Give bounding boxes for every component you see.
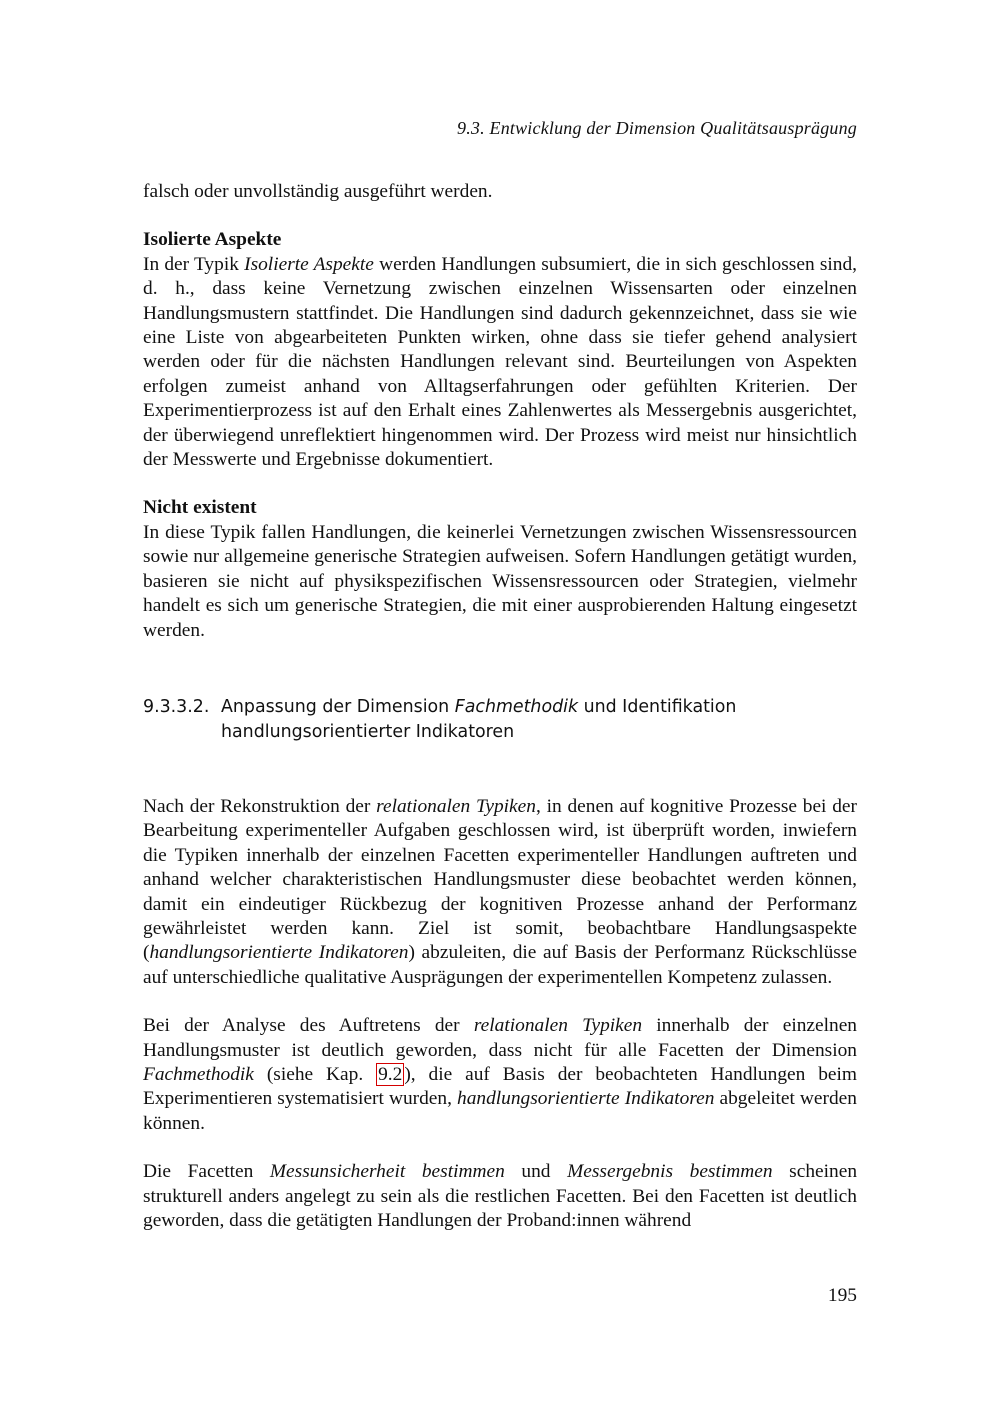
paragraph-nicht-existent: In diese Typik fallen Handlungen, die keinerlei Vernetzungen zwischen Wissensressourcen sowie nur allgemeine generische Strategien aufweisen. Sofern Handlungen getätigt wurden, basieren sie nicht auf physikspezifischen Wissensressourcen oder Strategien, vielmehr handelt es sich um generische Strategien, die mit einer ausprobierenden Haltung eingesetzt werden.	[143, 521, 857, 641]
page-number: 195	[827, 1285, 857, 1306]
paragraph-isolierte-aspekte: In der Typik Isolierte Aspekte werden Handlungen subsumiert, die in sich geschlossen sind, d. h., dass keine Vernetzung zwischen einzelnen Wissensarten oder einzelnen Handlungsmustern stattfindet. Die Handlungen sind dadurch gekennzeichnet, dass sie wie eine Liste von abgearbeiteten Punkten wirken, ohne dass sie tiefer gehend analysiert werden oder für die nächsten Handlungen relevant sind. Beurteilungen von Aspekten erfolgen zumeist anhand von Alltagserfahrungen oder gefühlten Kriterien. Der Experimentierprozess ist auf den Erhalt eines Zahlenwertes als Messergebnis ausgerichtet, der überwiegend unreflektiert hingenommen wird. Der Prozess wird meist nur hinsichtlich der Messwerte und Ergebnisse dokumentiert.	[143, 253, 857, 471]
chapter-reference-link[interactable]: 9.2	[378, 1063, 403, 1085]
section-heading	[143, 695, 857, 745]
section-title: Anpassung der Dimension Fachmethodik und Identifikation handlungsorientierter Indikatoren	[221, 696, 737, 742]
subheading-isolierte-aspekte: Isolierte Aspekte	[143, 229, 282, 251]
section-number: 9.3.3.2.	[143, 696, 210, 717]
continuation-paragraph: falsch oder unvollständig ausgeführt werden.	[143, 181, 493, 202]
paragraph-facetten: Die Facetten Messunsicherheit bestimmen und Messergebnis bestimmen scheinen strukturell anders angelegt zu sein als die restlichen Facetten. Bei den Facetten ist deutlich geworden, dass die getätigten Handlungen der Proband:innen während	[143, 1161, 858, 1231]
paragraph-rekonstruktion: Nach der Rekonstruktion der relationalen Typiken, in denen auf kognitive Prozesse bei der Bearbeitung experimenteller Aufgaben geschlossen wird, ist überprüft worden, inwiefern die Typiken innerhalb der einzelnen Facetten experimenteller Handlungen auftreten und anhand welcher charakteristischen Handlungsmuster diese beobachtet werden können, damit ein eindeutiger Rückbezug der kognitiven Prozesse anhand der Performanz gewährleistet werden kann. Ziel ist somit, beobachtbare Handlungsaspekte (handlungsorientierte Indikatoren) abzuleiten, die auf Basis der Performanz Rückschlüsse auf unterschiedliche qualitative Ausprägungen der experimentellen Kompetenz zulassen.	[143, 795, 857, 988]
paragraph-analyse: Bei der Analyse des Auftretens der relationalen Typiken innerhalb der einzelnen Handlungsmuster ist deutlich geworden, dass nicht für alle Facetten der Dimension Fachmethodik (siehe Kap. 9.2 ), die auf Basis der beobachteten Handlungen beim Experimentieren systematisiert wurden, handlungsorientierte Indikatoren abgeleitet werden können.	[143, 1015, 857, 1134]
running-head: 9.3. Entwicklung der Dimension Qualitätsausprägung	[457, 118, 857, 138]
subheading-nicht-existent: Nicht existent	[143, 497, 257, 519]
main-text	[143, 180, 857, 1233]
